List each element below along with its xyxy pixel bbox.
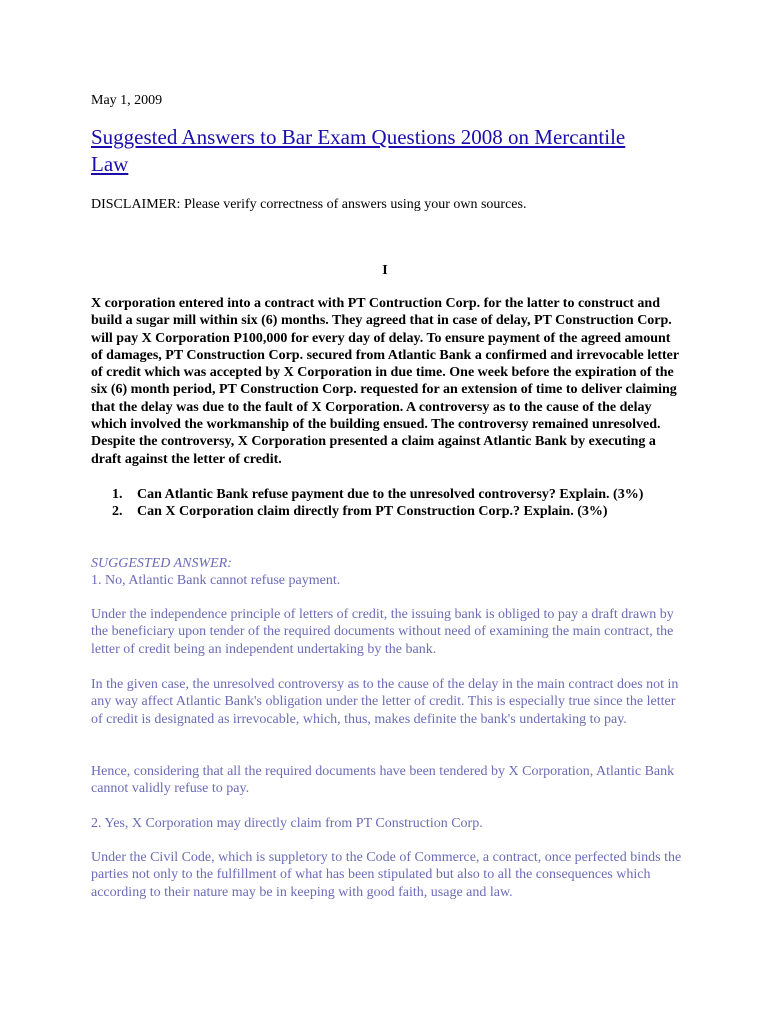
- post-date: May 1, 2009: [91, 93, 163, 108]
- sub-question-text: Can Atlantic Bank refuse payment due to the unresolved controversy? Explain. (3%): [137, 487, 644, 502]
- sub-question-number: 1.: [112, 487, 123, 502]
- sub-question-text: Can X Corporation claim directly from PT Construction Corp.? Explain. (3%): [137, 504, 608, 519]
- answer-paragraph: In the given case, the unresolved controversy as to the cause of the delay in the main contract does not in any way affect Atlantic Bank's obligation under the letter of credit. This is especially true since the letter of credit is designated as irrevocable, which, thus, makes definite the bank's undertaking to pay.: [91, 677, 679, 727]
- answer-part-1: 1. No, Atlantic Bank cannot refuse payment.: [91, 573, 341, 588]
- post-title-link[interactable]: Suggested Answers to Bar Exam Questions 2008 on Mercantile Law: [91, 125, 626, 176]
- question-text: X corporation entered into a contract with PT Contruction Corp. for the latter to construct and build a sugar mill within six (6) months. They agreed that in case of delay, PT Construction Corp. will pay X Corporation P100,000 for every day of delay. To ensure payment of the agreed amount of damages, PT Construction Corp. secured from Atlantic Bank a confirmed and irrevocable letter of credit which was accepted by X Corporation in due time. One week before the expiration of the six (6) month period, PT Construction Corp. requested for an extension of time to deliver claiming that the delay was due to the fault of X Corporation. A controversy as to the cause of the delay which involved the workmanship of the building ensued. The controversy remained unresolved. Despite the controversy, X Corporation presented a claim against Atlantic Bank by executing a draft against the letter of credit.: [91, 296, 679, 467]
- answer-heading: SUGGESTED ANSWER:: [91, 556, 232, 571]
- disclaimer-text: DISCLAIMER: Please verify correctness of answers using your own sources.: [91, 197, 527, 212]
- answer-paragraph: Under the Civil Code, which is suppletory to the Code of Commerce, a contract, once perfected binds the parties not only to the fulfillment of what has been stipulated but also to all the consequences which according to their nature may be in keeping with good faith, usage and law.: [91, 850, 682, 900]
- sub-question-item: [91, 486, 683, 503]
- answer-paragraph: Under the independence principle of letters of credit, the issuing bank is obliged to pay a draft drawn by the beneficiary upon tender of the required documents without need of examining the main contract, the letter of credit being an independent undertaking by the bank.: [91, 607, 674, 657]
- answer-paragraph: Hence, considering that all the required documents have been tendered by X Corporation, Atlantic Bank cannot validly refuse to pay.: [91, 764, 675, 797]
- question-number: I: [382, 263, 388, 278]
- sub-question-item: [91, 503, 683, 520]
- sub-question-list: [91, 486, 683, 520]
- answer-part-2: 2. Yes, X Corporation may directly claim from PT Construction Corp.: [91, 816, 483, 831]
- sub-question-number: 2.: [112, 504, 123, 519]
